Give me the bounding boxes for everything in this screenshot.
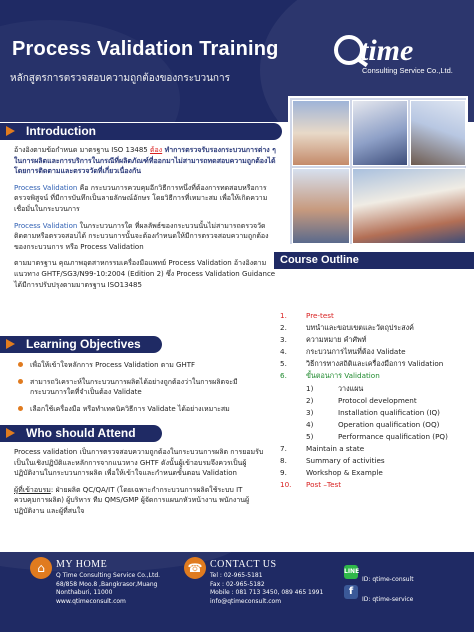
- outline-item: [272, 395, 472, 407]
- logo-word: time: [360, 34, 414, 67]
- attend-paragraph: Process validation เป็นการตรวจสอบความถูกต้องในกระบวนการผลิต การยอมรับเป็นในเชิงปฏิบัติและหลักการจากแนวทาง GHTF ดังนั้นผู้เข้าอบรมจึงควรเป็นผู้ปฏิบัติงานในกระบวนการผลิต เพื่อให้เข้าใจและกำหนดขั้นตอน Validation: [14, 448, 264, 478]
- introduction-heading-bar: [0, 123, 282, 140]
- home-heading: MY HOME: [56, 559, 108, 570]
- training-photo: [352, 100, 408, 166]
- outline-item-number: 2.: [280, 323, 287, 333]
- outline-item-text: Pre-test: [306, 311, 334, 320]
- arrow-icon: [6, 339, 15, 349]
- outline-item: [272, 310, 472, 322]
- bullet-icon: [18, 406, 23, 411]
- introduction-heading: Introduction: [26, 124, 96, 138]
- outline-item: [272, 431, 472, 443]
- objective-item: เลือกใช้เครื่องมือ หรือทำเทคนิควิธีการ Validate ได้อย่างเหมาะสม: [14, 404, 262, 415]
- facebook-id: ID: qtime-service: [362, 596, 414, 603]
- contact-heading: CONTACT US: [210, 559, 277, 570]
- training-photo: [410, 100, 466, 166]
- outline-item-text: Installation qualification (IQ): [338, 407, 440, 417]
- training-photo: [352, 168, 466, 244]
- training-photo: [292, 168, 350, 244]
- course-outline-heading: Course Outline: [274, 252, 474, 269]
- line-icon[interactable]: LINE: [344, 565, 358, 579]
- outline-item-number: 3): [306, 407, 314, 417]
- outline-item: [272, 479, 472, 491]
- outline-item-number: 10.: [280, 480, 292, 490]
- outline-item-number: 9.: [280, 468, 287, 478]
- arrow-icon: [6, 428, 15, 438]
- intro-paragraph: อ้างอิงตามข้อกำหนด มาตรฐาน ISO 13485 ต้อง ทำการตรวจรับรองกระบวนการต่าง ๆในการผลิตและการบริการในกรณีที่ผลิตภัณฑ์ที่ออกมาไม่สามารถทดสอบความถูกต้องได้โดยการติดตามและตรวจวัดที่เกี่ยวเนื่องกัน: [14, 146, 276, 176]
- attend-paragraph: ผู้ที่เข้าอบรม: ฝ่ายผลิต QC/QA/IT (โดยเฉพาะกำกระบวนการผลิตใช้ระบบ IT ควบคุมการผลิต) ผู้บริหาร ทีม QMS/GMP ผู้จัดการแผนกหัวหน้างาน พนักงานผู้ปฏิบัติงาน และผู้ที่สนใจ: [14, 485, 250, 515]
- outline-item-text: วิธีการทางสถิติและเครื่องมือการ Validation: [306, 359, 444, 369]
- page-subtitle: หลักสูตรการตรวจสอบความถูกต้องของกระบวนการ: [10, 73, 230, 84]
- outline-item: [272, 467, 472, 479]
- outline-item-text: วางแผน: [338, 383, 364, 393]
- outline-item-text: Operation qualification (OQ): [338, 419, 440, 429]
- objectives-list: [14, 360, 262, 420]
- objective-item: สามารถวิเคราะห์ในกระบวนการผลิตได้อย่างถูกต้องว่าในการผลิตจะมีกระบวนการใดที่จำเป็นต้อง Validate: [14, 377, 262, 398]
- phone-icon: ☎: [184, 557, 206, 579]
- line-id: ID: qtime-consult: [362, 576, 414, 583]
- home-address: Q Time Consulting Service Co.,Ltd. 68/858 Moo.8 ,Bangkrasor,Muang Nonthaburi, 11000 www.qtimeconsult.com: [56, 572, 161, 605]
- outline-item: [272, 383, 472, 395]
- outline-item-number: 5.: [280, 359, 287, 369]
- outline-item-number: 4.: [280, 347, 287, 357]
- outline-item: [272, 322, 472, 334]
- course-outline-list: [272, 310, 472, 491]
- objective-item: เพื่อให้เข้าใจหลักการ Process Validation ตาม GHTF: [14, 360, 262, 371]
- email-link[interactable]: info@qtimeconsult.com: [210, 597, 282, 605]
- outline-item: [272, 455, 472, 467]
- outline-item: [272, 334, 472, 346]
- intro-paragraph: Process Validation คือ กระบวนการควบคุมอีกวิธีการหนึ่งที่ต้องการทดสอบหรือการตรวจพิสูจน์ ที่มีการบันทึกเป็นลายลักษณ์อักษร โดยวิธีการที่เหมาะสม เพื่อให้เกิดความเชื่อมั่นในกระบวนการ: [14, 183, 268, 213]
- outline-item-text: บทนำและขอบเขตและวัตถุประสงค์: [306, 323, 414, 333]
- outline-item-text: Summary of activities: [306, 456, 385, 466]
- objectives-heading: Learning Objectives: [26, 337, 141, 351]
- outline-item-number: 1.: [280, 311, 287, 320]
- outline-item-number: 7.: [280, 444, 287, 454]
- attend-body: [14, 447, 264, 523]
- contact-details: Tel : 02-965-5181 Fax : 02-965-5182 Mobile : 081 713 3450, 089 465 1991 info@qtimeconsult.com: [210, 572, 324, 605]
- attend-heading: Who should Attend: [26, 426, 136, 440]
- facebook-icon[interactable]: f: [344, 585, 358, 599]
- training-photo: [292, 100, 350, 166]
- outline-item-text: กระบวนการไหนที่ต้อง Validate: [306, 347, 406, 357]
- bullet-icon: [18, 379, 23, 384]
- outline-item-text: Performance qualification (PQ): [338, 431, 448, 441]
- outline-item-text: Workshop & Example: [306, 468, 383, 478]
- footer: [0, 552, 474, 632]
- intro-paragraph: Process Validation ในกระบวนการใด ที่ผลลัพธ์ของกระบวนนั้นไม่สามารถตรวจวัด ติดตามหรือตรวจสอบได้ กระบวนการนั้นจะต้องกำหนดให้มีการตรวจสอบความถูกต้องของกระบวนการ หรือ Process Validation: [14, 221, 269, 251]
- page-title: Process Validation Training: [12, 38, 279, 60]
- outline-item-number: 2): [306, 395, 314, 405]
- outline-item-text: Protocol development: [338, 395, 417, 405]
- outline-item-text: Maintain a state: [306, 444, 365, 454]
- outline-item-text: ขั้นตอนการ Validation: [306, 371, 380, 381]
- home-icon: ⌂: [30, 557, 52, 579]
- outline-item-number: 6.: [280, 371, 287, 381]
- logo-subtitle: Consulting Service Co.,Ltd.: [362, 66, 453, 75]
- outline-item-text: ความหมาย คำศัพท์: [306, 335, 367, 345]
- outline-item-number: 8.: [280, 456, 287, 466]
- outline-item: [272, 407, 472, 419]
- outline-item: [272, 358, 472, 370]
- qtime-logo: [334, 34, 462, 80]
- attend-heading-bar: [0, 425, 162, 442]
- introduction-body: [14, 145, 276, 296]
- training-photo-collage: [288, 96, 468, 246]
- outline-item: [272, 443, 472, 455]
- outline-item-number: 4): [306, 419, 314, 429]
- bullet-icon: [18, 362, 23, 367]
- outline-item-number: 3.: [280, 335, 287, 345]
- outline-item-number: 5): [306, 431, 314, 441]
- outline-item: [272, 370, 472, 382]
- outline-item-number: 1): [306, 383, 314, 393]
- outline-item: [272, 346, 472, 358]
- arrow-icon: [6, 126, 15, 136]
- objectives-heading-bar: [0, 336, 162, 353]
- website-link[interactable]: www.qtimeconsult.com: [56, 597, 126, 605]
- intro-paragraph: ตามมาตรฐาน คุณภาพอุตสาหกรรมเครื่องมือแพทย์ Process Validation อ้างอิงตามแนวทาง GHTF/SG3/N99-10:2004 (Edition 2) ซึ่ง Process Validation Guidance ได้มีการปรับปรุงตามมาตรฐาน ISO13485: [14, 259, 276, 289]
- outline-item-text: Post –Test: [306, 480, 342, 490]
- outline-item: [272, 419, 472, 431]
